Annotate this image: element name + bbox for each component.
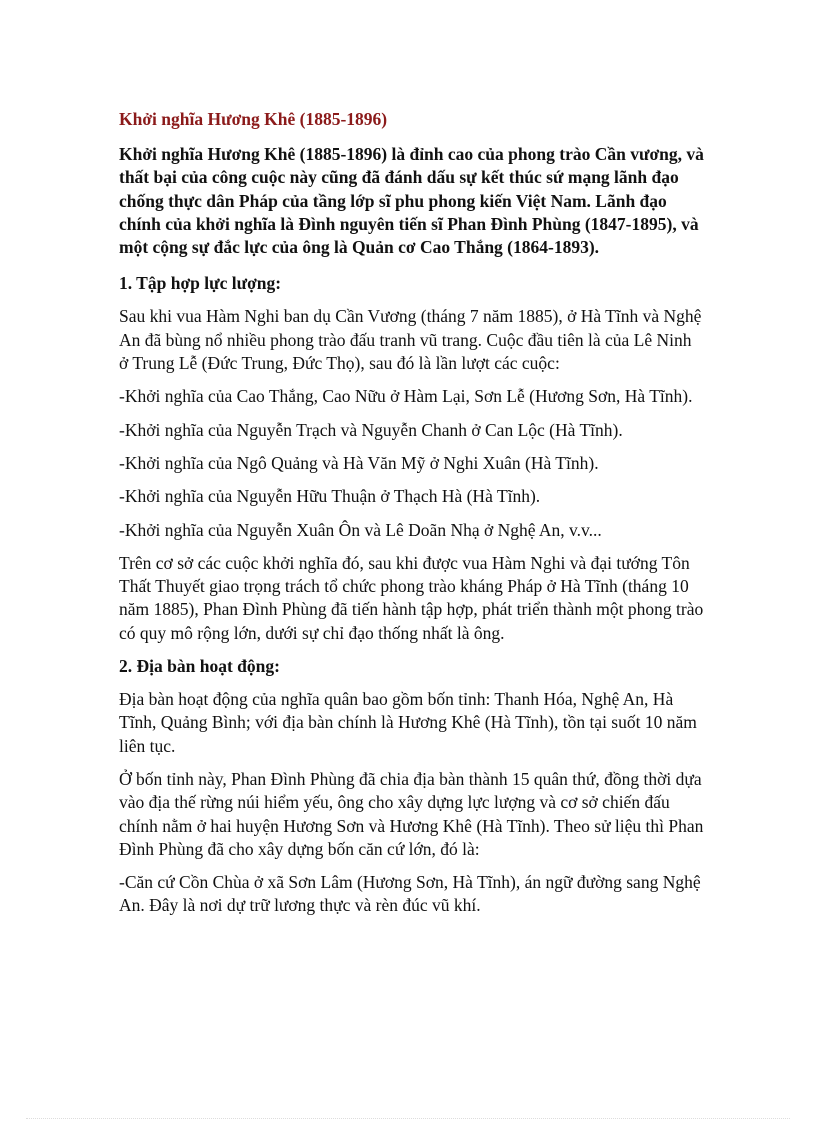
section2-paragraph-2: Ở bốn tỉnh này, Phan Đình Phùng đã chia địa bàn thành 15 quân thứ, đồng thời dựa vào địa thế rừng núi hiểm yếu, ông cho xây dựng lực lượng và cơ sở chiến đấu chính nằm ở hai huyện Hương Sơn và Hương Khê (Hà Tĩnh). Theo sử liệu thì Phan Đình Phùng đã cho xây dựng bốn căn cứ lớn, đó là: <box>119 768 704 859</box>
section-heading-1: 1. Tập hợp lực lượng: <box>119 273 282 294</box>
list-item: -Khởi nghĩa của Nguyễn Hữu Thuận ở Thạch Hà (Hà Tĩnh). <box>119 486 541 507</box>
list-item: -Khởi nghĩa của Cao Thắng, Cao Nữu ở Hàm Lại, Sơn Lễ (Hương Sơn, Hà Tĩnh). <box>119 386 693 407</box>
section1-intro: Sau khi vua Hàm Nghi ban dụ Cần Vương (tháng 7 năm 1885), ở Hà Tĩnh và Nghệ An đã bùng nổ nhiều phong trào đấu tranh vũ trang. Cuộc đầu tiên là của Lê Ninh ở Trung Lễ (Đức Trung, Đức Thọ), sau đó là lần lượt các cuộc: <box>119 306 702 374</box>
section1-closing: Trên cơ sở các cuộc khởi nghĩa đó, sau khi được vua Hàm Nghi và đại tướng Tôn Thất Thuyết giao trọng trách tổ chức phong trào kháng Pháp ở Hà Tĩnh (tháng 10 năm 1885), Phan Đình Phùng đã tiến hành tập hợp, phát triển thành một phong trào có quy mô rộng lớn, dưới sự chỉ đạo thống nhất là ông. <box>119 552 704 643</box>
document-page <box>119 108 704 928</box>
list-item: -Khởi nghĩa của Nguyễn Xuân Ôn và Lê Doãn Nhạ ở Nghệ An, v.v... <box>119 519 602 540</box>
lead-paragraph: Khởi nghĩa Hương Khê (1885-1896) là đỉnh cao của phong trào Cần vương, và thất bại của công cuộc này cũng đã đánh dấu sự kết thúc sứ mạng lãnh đạo chống thực dân Pháp của tầng lớp sĩ phu phong kiến Việt Nam. Lãnh đạo chính của khởi nghĩa là Đình nguyên tiến sĩ Phan Đình Phùng (1847-1895), và một cộng sự đắc lực của ông là Quản cơ Cao Thắng (1864-1893). <box>119 144 704 258</box>
section2-paragraph-3: -Căn cứ Cồn Chùa ở xã Sơn Lâm (Hương Sơn, Hà Tĩnh), án ngữ đường sang Nghệ An. Đây là nơi dự trữ lương thực và rèn đúc vũ khí. <box>119 872 701 916</box>
list-item: -Khởi nghĩa của Ngô Quảng và Hà Văn Mỹ ở Nghi Xuân (Hà Tĩnh). <box>119 452 599 473</box>
section-heading-2: 2. Địa bàn hoạt động: <box>119 656 280 677</box>
list-item: -Khởi nghĩa của Nguyễn Trạch và Nguyễn Chanh ở Can Lộc (Hà Tĩnh). <box>119 419 623 440</box>
section2-paragraph-1: Địa bàn hoạt động của nghĩa quân bao gồm bốn tỉnh: Thanh Hóa, Nghệ An, Hà Tĩnh, Quảng Bình; với địa bàn chính là Hương Khê (Hà Tĩnh), tồn tại suốt 10 năm liên tục. <box>119 689 697 756</box>
page-bottom-divider <box>26 1118 790 1119</box>
document-title: Khởi nghĩa Hương Khê (1885-1896) <box>119 109 388 129</box>
